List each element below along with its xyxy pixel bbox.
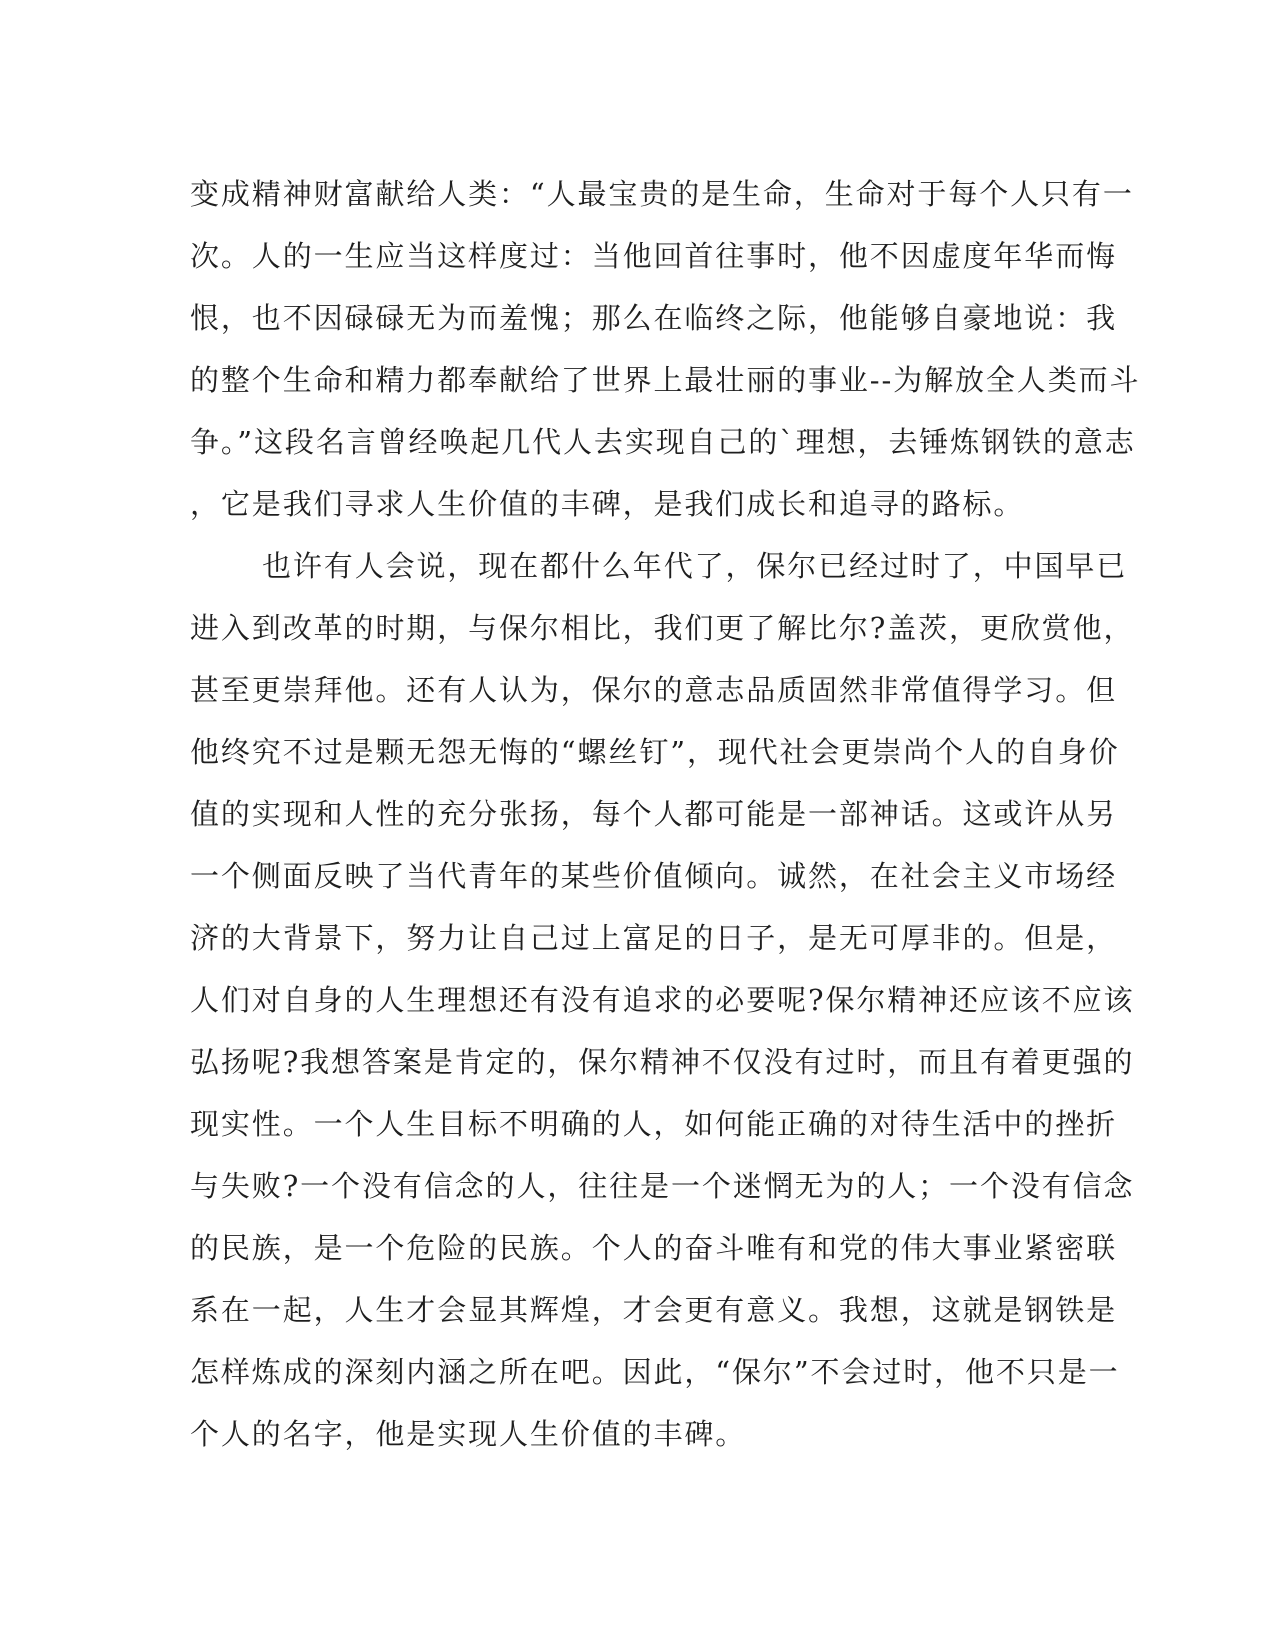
text-line: 进入到改革的时期，与保尔相比，我们更了解比尔?盖茨，更欣赏他， (190, 611, 1135, 645)
text-line: 变成精神财富献给人类：“人最宝贵的是生命，生命对于每个人只有一 (190, 177, 1134, 211)
text-line: 怎样炼成的深刻内涵之所在吧。因此，“保尔”不会过时，他不只是一 (190, 1355, 1120, 1389)
text-line: 恨，也不因碌碌无为而羞愧；那么在临终之际，他能够自豪地说：我 (190, 301, 1118, 335)
text-line: 的民族，是一个危险的民族。个人的奋斗唯有和党的伟大事业紧密联 (190, 1231, 1118, 1265)
text-line: 一个侧面反映了当代青年的某些价值倾向。诚然，在社会主义市场经 (190, 859, 1118, 893)
text-line: 值的实现和人性的充分张扬，每个人都可能是一部神话。这或许从另 (190, 797, 1118, 831)
text-line: 弘扬呢?我想答案是肯定的，保尔精神不仅没有过时，而且有着更强的 (190, 1045, 1135, 1079)
paragraph-start-line: 也许有人会说，现在都什么年代了，保尔已经过时了，中国早已 (262, 549, 1128, 583)
text-line: 争。”这段名言曾经唤起几代人去实现自己的`理想，去锤炼钢铁的意志 (190, 425, 1136, 459)
text-line: 他终究不过是颗无怨无悔的“螺丝钉”，现代社会更崇尚个人的自身价 (190, 735, 1120, 769)
text-line: 系在一起，人生才会显其辉煌，才会更有意义。我想，这就是钢铁是 (190, 1293, 1118, 1327)
text-line: 的整个生命和精力都奉献给了世界上最壮丽的事业--为解放全人类而斗 (190, 363, 1141, 397)
text-line: 个人的名字，他是实现人生价值的丰碑。 (190, 1417, 747, 1451)
body-text (190, 163, 1141, 1465)
text-line: 与失败?一个没有信念的人，往往是一个迷惘无为的人；一个没有信念 (190, 1169, 1135, 1203)
text-line: ，它是我们寻求人生价值的丰碑，是我们成长和追寻的路标。 (190, 487, 1025, 521)
text-line: 人们对自身的人生理想还有没有追求的必要呢?保尔精神还应该不应该 (190, 983, 1135, 1017)
text-line: 甚至更崇拜他。还有人认为，保尔的意志品质固然非常值得学习。但 (190, 673, 1118, 707)
text-line: 现实性。一个人生目标不明确的人，如何能正确的对待生活中的挫折 (190, 1107, 1118, 1141)
text-line: 次。人的一生应当这样度过：当他回首往事时，他不因虚度年华而悔 (190, 239, 1118, 273)
text-line: 济的大背景下，努力让自己过上富足的日子，是无可厚非的。但是， (190, 921, 1118, 955)
